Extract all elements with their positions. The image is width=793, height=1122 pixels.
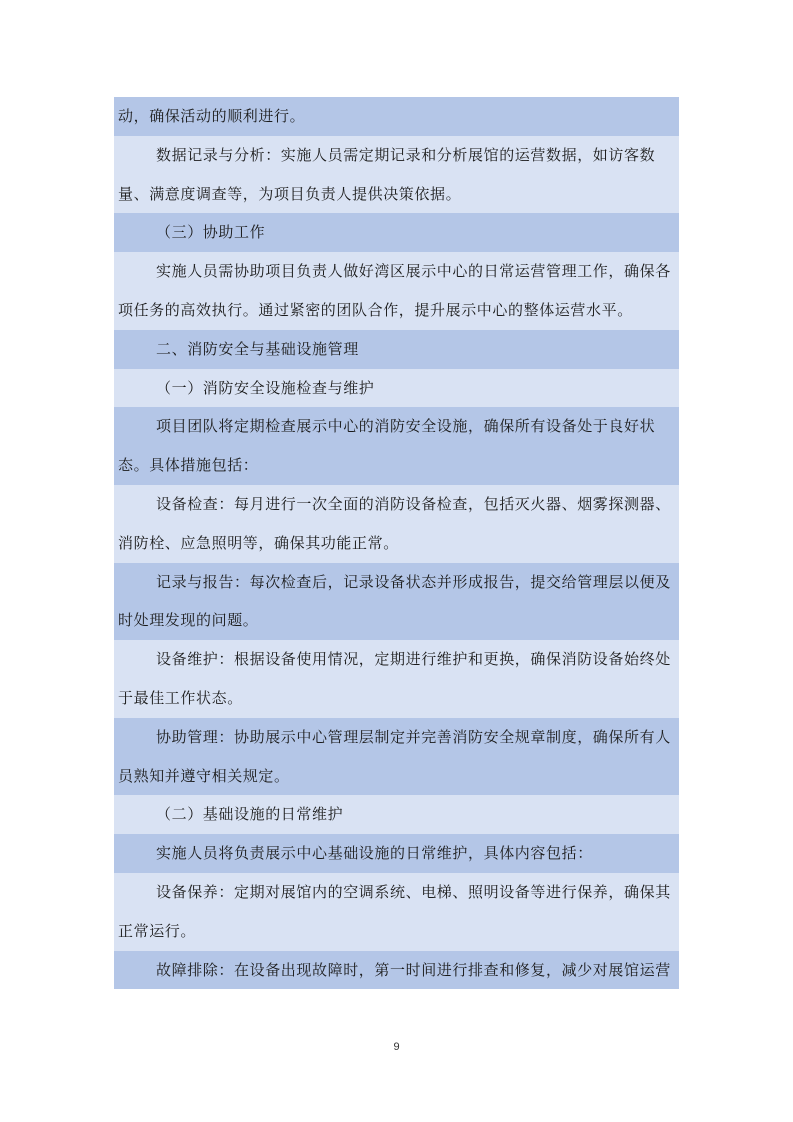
paragraph: 记录与报告：每次检查后，记录设备状态并形成报告，提交给管理层以便及时处理发现的问题。	[114, 563, 679, 641]
paragraph: （二）基础设施的日常维护	[114, 795, 679, 834]
paragraph: （三）协助工作	[114, 213, 679, 252]
paragraph: 设备维护：根据设备使用情况，定期进行维护和更换，确保消防设备始终处于最佳工作状态。	[114, 640, 679, 718]
paragraph: 设备保养：定期对展馆内的空调系统、电梯、照明设备等进行保养，确保其正常运行。	[114, 873, 679, 951]
document-body	[114, 97, 679, 989]
paragraph: 数据记录与分析：实施人员需定期记录和分析展馆的运营数据，如访客数量、满意度调查等，为项目负责人提供决策依据。	[114, 136, 679, 214]
page-number: 9	[393, 1041, 400, 1053]
paragraph: 二、消防安全与基础设施管理	[114, 330, 679, 369]
paragraph: 设备检查：每月进行一次全面的消防设备检查，包括灭火器、烟雾探测器、消防栓、应急照明等，确保其功能正常。	[114, 485, 679, 563]
paragraph: 实施人员将负责展示中心基础设施的日常维护，具体内容包括：	[114, 834, 679, 873]
paragraph: 动，确保活动的顺利进行。	[114, 97, 679, 136]
paragraph: 故障排除：在设备出现故障时，第一时间进行排查和修复，减少对展馆运营	[114, 951, 679, 990]
paragraph: 项目团队将定期检查展示中心的消防安全设施，确保所有设备处于良好状态。具体措施包括：	[114, 407, 679, 485]
paragraph: （一）消防安全设施检查与维护	[114, 369, 679, 408]
paragraph: 实施人员需协助项目负责人做好湾区展示中心的日常运营管理工作，确保各项任务的高效执行。通过紧密的团队合作，提升展示中心的整体运营水平。	[114, 252, 679, 330]
paragraph: 协助管理：协助展示中心管理层制定并完善消防安全规章制度，确保所有人员熟知并遵守相关规定。	[114, 718, 679, 796]
